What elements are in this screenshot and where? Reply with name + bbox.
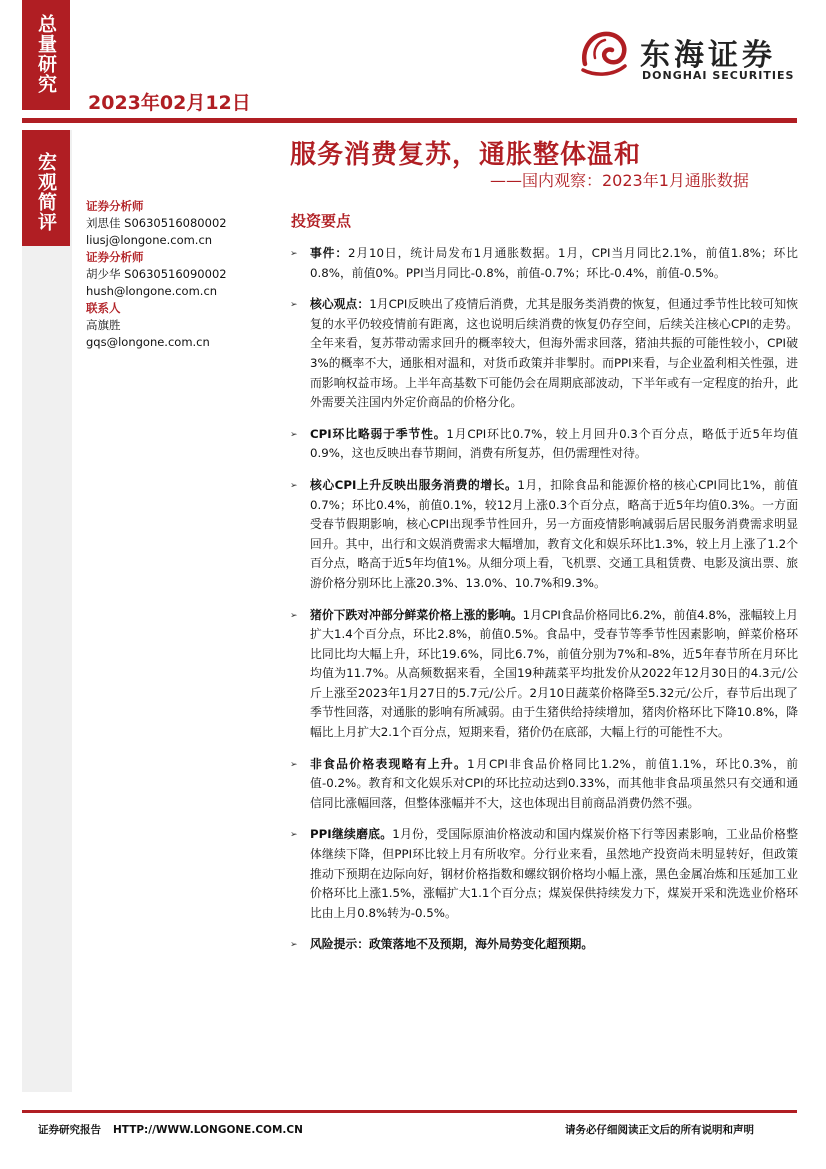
- bullet-text: 1月份，受国际原油价格波动和国内煤炭价格下行等因素影响，工业品价格整体继续下降，但PPI环比较上月有所收窄。分行业来看，虽然地产投资尚未明显转好，但政策推动下预期在边际向好，钢材价格指数和螺纹钢价格均小幅上涨，黑色金属冶炼和压延加工业价格环比上涨1.5%，涨幅扩大1.1个百分点；煤炭保供持续发力下，煤炭开采和洗选业价格环比由上月0.8%转为-0.5%。: [310, 827, 798, 920]
- bullet-lead: 非食品价格表现略有上升。: [310, 756, 468, 771]
- arrow-bullet-icon: ➢: [290, 610, 298, 621]
- list-item: [290, 295, 798, 413]
- contact-name: 高旗胜: [86, 318, 121, 332]
- analyst-role: 证券分析师: [86, 199, 144, 213]
- report-title: 服务消费复苏，通胀整体温和: [290, 140, 642, 170]
- contact-entry: [86, 300, 276, 351]
- bullet-text: 1月CPI食品价格同比6.2%，前值4.8%，涨幅较上月扩大1.4个百分点，环比2.8%，前值0.5%。食品中，受春节等季节性因素影响，鲜菜价格环比同比均大幅上升，环比19.6%，同比6.7%，前值分别为7%和-8%，近5年春节所在月环比均值为11.7%。从高频数据来看，全国19种蔬菜平均批发价从2022年12月30日的4.3元/公斤上涨至2023年1月27日的5.7元/公斤。2月10日蔬菜价格降至5.32元/公斤，春节后出现了季节性回落，对通胀的影响有所减弱。由于生猪供给持续增加，猪肉价格环比下降10.8%，降幅比上月扩大2.1个百分点，短期来看，猪价仍在底部，大幅上行的可能性不大。: [310, 607, 798, 740]
- donghai-logo-icon: [575, 24, 633, 82]
- analyst-role: 证券分析师: [86, 250, 144, 264]
- risk-warning: 风险提示：政策落地不及预期，海外局势变化超预期。: [310, 937, 594, 952]
- list-item: [290, 755, 798, 814]
- logo-english: DONGHAI SECURITIES: [642, 69, 795, 82]
- arrow-bullet-icon: ➢: [290, 830, 298, 841]
- list-item: [290, 825, 798, 923]
- arrow-bullet-icon: ➢: [290, 759, 298, 770]
- arrow-bullet-icon: ➢: [290, 429, 298, 440]
- analyst-name: 胡少华 S0630516090002: [86, 267, 227, 281]
- header-divider: [22, 118, 797, 123]
- bullet-lead: 核心CPI上升反映出服务消费的增长。: [310, 477, 518, 492]
- bullet-text: 1月CPI反映出了疫情后消费，尤其是服务类消费的恢复，但通过季节性比较可知恢复的水平仍较疫情前有距离，这也说明后续消费的恢复仍存空间，后续关注核心CPI的走势。全年来看，复苏带动需求回升的概率较大，但海外需求回落，猪油共振的可能性较小，CPI破3%的概率不大，通胀相对温和，对货币政策并非掣肘。而PPI来看，与企业盈利相关性强，进而影响权益市场。上半年高基数下可能仍会在周期底部波动，下半年或有一定程度的抬升，此外需要关注国内外定价商品的价格分化。: [310, 297, 798, 410]
- bullet-text: 1月CPI环比0.7%，较上月回升0.3个百分点，略低于近5年均值0.9%，这也反映出春节期间，消费有所复苏，但仍需理性对待。: [310, 426, 798, 461]
- contact-email[interactable]: gqs@longone.com.cn: [86, 335, 210, 349]
- arrow-bullet-icon: ➢: [290, 249, 298, 259]
- bullet-lead: CPI环比略弱于季节性。: [310, 426, 447, 441]
- bullet-lead: 核心观点：: [310, 297, 370, 312]
- report-type-tag: [22, 130, 70, 246]
- list-item: [290, 244, 798, 283]
- footer-left: [38, 1122, 303, 1137]
- list-item: [290, 425, 798, 464]
- bullet-text: 2月10日，统计局发布1月通胀数据。1月，CPI当月同比2.1%，前值1.8%；环比0.8%，前值0%。PPI当月同比-0.8%，前值-0.7%；环比-0.4%，前值-0.5%。: [310, 246, 798, 280]
- footer-disclaimer: 请务必仔细阅读正文后的所有说明和声明: [565, 1124, 754, 1136]
- bullet-lead: 事件：: [310, 246, 348, 260]
- bullet-lead: 猪价下跌对冲部分鲜菜价格上涨的影响。: [310, 607, 523, 622]
- report-date: 2023年02月12日: [88, 92, 251, 114]
- arrow-bullet-icon: ➢: [290, 940, 298, 951]
- analyst-email[interactable]: liusj@longone.com.cn: [86, 233, 213, 247]
- analyst-panel: [86, 198, 276, 351]
- section-heading: 投资要点: [291, 212, 352, 230]
- list-item: [290, 476, 798, 594]
- logo-chinese: 东海证券: [640, 38, 776, 73]
- left-sidebar-strip: [22, 130, 72, 1092]
- list-item: [290, 935, 798, 955]
- footer-url-link[interactable]: HTTP://WWW.LONGONE.COM.CN: [113, 1124, 303, 1136]
- report-subtitle: ——国内观察：2023年1月通胀数据: [490, 171, 749, 190]
- key-points-list: [290, 244, 798, 967]
- footer-divider: [22, 1110, 797, 1113]
- analyst-email[interactable]: hush@longone.com.cn: [86, 284, 218, 298]
- category-tag: [22, 0, 70, 110]
- bullet-text: 1月CPI非食品价格同比1.2%，前值1.1%，环比0.3%，前值-0.2%。教育和文化娱乐对CPI的环比拉动达到0.33%，而其他非食品项虽然只有交通和通信同比涨幅回落，但整体涨幅并不大，这也体现出目前商品消费仍然不强。: [310, 756, 798, 810]
- contact-role: 联系人: [86, 301, 121, 315]
- bullet-text: 1月，扣除食品和能源价格的核心CPI同比1%，前值0.7%；环比0.4%，前值0.1%，较12月上涨0.3个百分点，略高于近5年均值0.3%。一方面受春节假期影响，核心CPI出现季节性回升，另一方面疫情影响减弱后居民服务消费需求明显回升。其中，出行和文娱消费需求大幅增加，教育文化和娱乐环比1.3%，较上月上涨了1.2个百分点，略高于近5年均值1%。从细分项上看，飞机票、交通工具租赁费、电影及演出票、旅游价格分别环比上涨20.3%、13.0%、10.7%和9.3%。: [310, 477, 798, 590]
- list-item: [290, 606, 798, 743]
- report-type-label: 宏观简评: [35, 152, 57, 232]
- bullet-lead: PPI继续磨底。: [310, 827, 393, 842]
- analyst-entry: [86, 249, 276, 300]
- analyst-name: 刘思佳 S0630516080002: [86, 216, 227, 230]
- analyst-entry: [86, 198, 276, 249]
- arrow-bullet-icon: ➢: [290, 300, 298, 311]
- footer-report-label: 证券研究报告: [38, 1124, 101, 1136]
- category-label: 总量研究: [35, 14, 57, 94]
- arrow-bullet-icon: ➢: [290, 480, 298, 491]
